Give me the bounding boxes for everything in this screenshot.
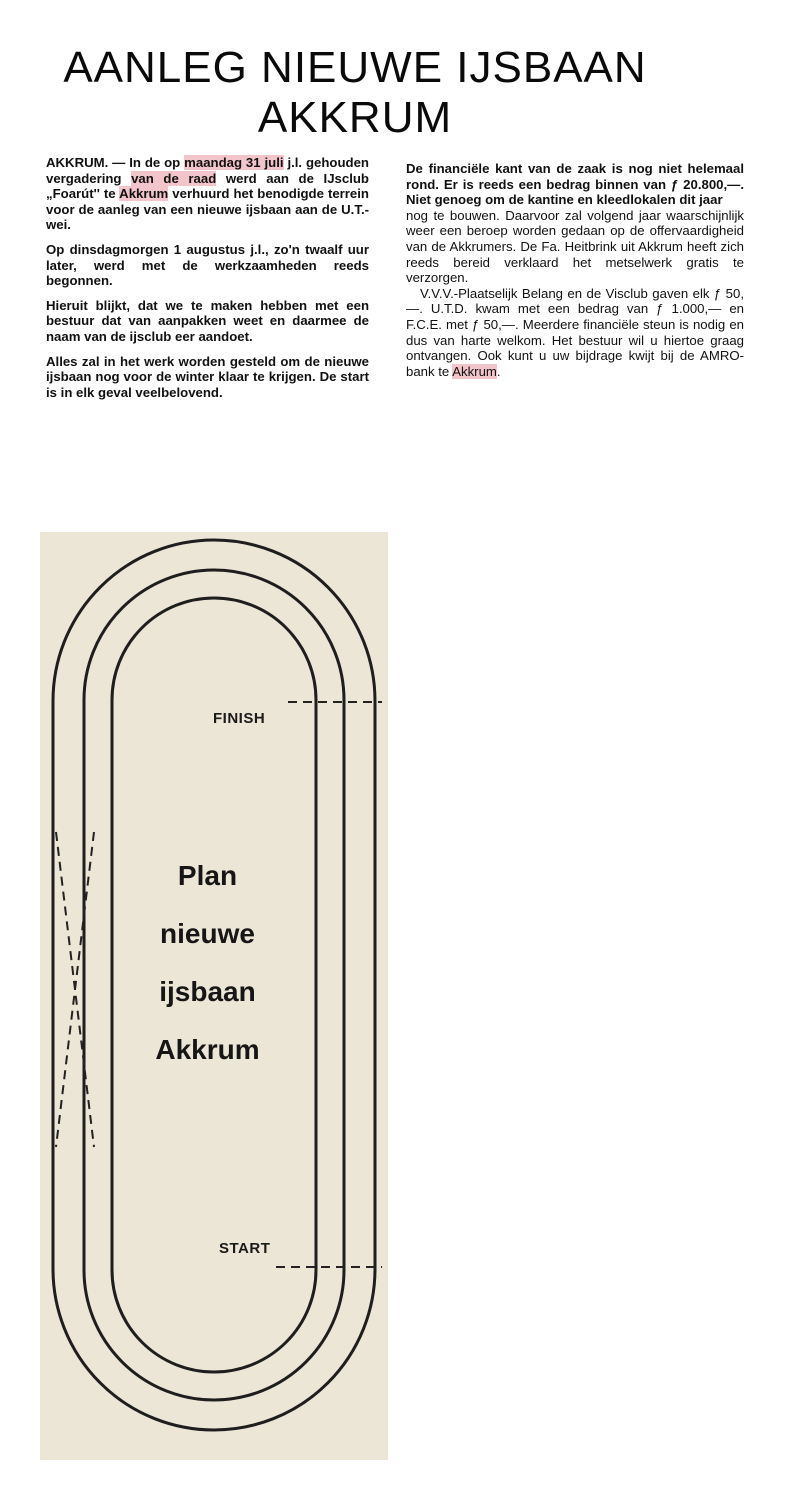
highlight-council: van de raad xyxy=(131,170,217,186)
text-run: AKKRUM. — In de op xyxy=(46,155,185,170)
rink-plan-figure xyxy=(40,532,388,1460)
paragraph-next-year: nog te bouwen. Daarvoor zal volgend jaar waarschijnlijk weer een beroep worden gedaan op de offervaardigheid van de Akkrumers. De Fa. Heitbrink uit Akkrum heeft zich reeds bereid verklaard het metselwerk gratis te verzorgen. xyxy=(406,207,744,286)
plan-title-line: nieuwe xyxy=(160,918,255,949)
paragraph-2: Op dinsdagmorgen 1 augustus j.l., zo'n twaalf uur later, werd met de werkzaamheden reeds begonnen. xyxy=(46,241,369,289)
paragraph-1 xyxy=(46,155,369,233)
text-run: j.l. gehouden vergadering xyxy=(46,155,369,186)
article-right-column xyxy=(406,161,744,379)
highlight-date: maandag 31 juli xyxy=(184,155,284,170)
article-left-column xyxy=(46,155,369,409)
text-run: verhuurd het benodigde terrein voor de aanleg van een nieuwe ijsbaan aan de U.T.-wei. xyxy=(46,186,369,233)
plan-title-line: ijsbaan xyxy=(159,976,256,1007)
start-label: START xyxy=(219,1240,271,1257)
headline-line-1: AANLEG NIEUWE IJSBAAN xyxy=(63,43,647,92)
headline-line-2: AKKRUM xyxy=(257,93,453,142)
highlight-akkrum: Akkrum xyxy=(119,186,169,202)
paragraph-3: Hieruit blijkt, dat we te maken hebben met een bestuur dat van aanpakken weet en daarmee de naam van de ijsclub eer aandoet. xyxy=(46,297,369,344)
plan-title-line: Plan xyxy=(177,860,238,891)
text-run: werd aan de IJsclub „Foarút'' te xyxy=(46,170,369,202)
finish-label: FINISH xyxy=(213,710,266,727)
text-run: . xyxy=(496,363,501,379)
text-run: V.V.V.-Plaatselijk Belang en de Visclub gaven elk ƒ 50,—. U.T.D. kwam met een bedrag van ƒ 1.000,— en F.C.E. met ƒ 50,—. Meerdere financiële steun is nodig en dus van harte welkom. Het bestuur wil u hiertoe graag ontvangen. Ook kunt u uw bijdrage kwijt bij de AMRO-bank te xyxy=(406,285,744,379)
paragraph-finance: De financiële kant van de zaak is nog niet helemaal rond. Er is reeds een bedrag binnen van ƒ 20.800,—. Niet genoeg om de kantine en kleedlokalen dit jaar xyxy=(406,161,744,208)
paragraph-contributions xyxy=(406,286,744,380)
plan-title-line: Akkrum xyxy=(155,1034,260,1065)
plan-title xyxy=(120,847,295,1079)
highlight-akkrum: Akkrum xyxy=(452,363,497,379)
paragraph-4: Alles zal in het werk worden gesteld om de nieuwe ijsbaan nog voor de winter klaar te krijgen. De start is in elk geval veelbelovend. xyxy=(46,353,369,400)
